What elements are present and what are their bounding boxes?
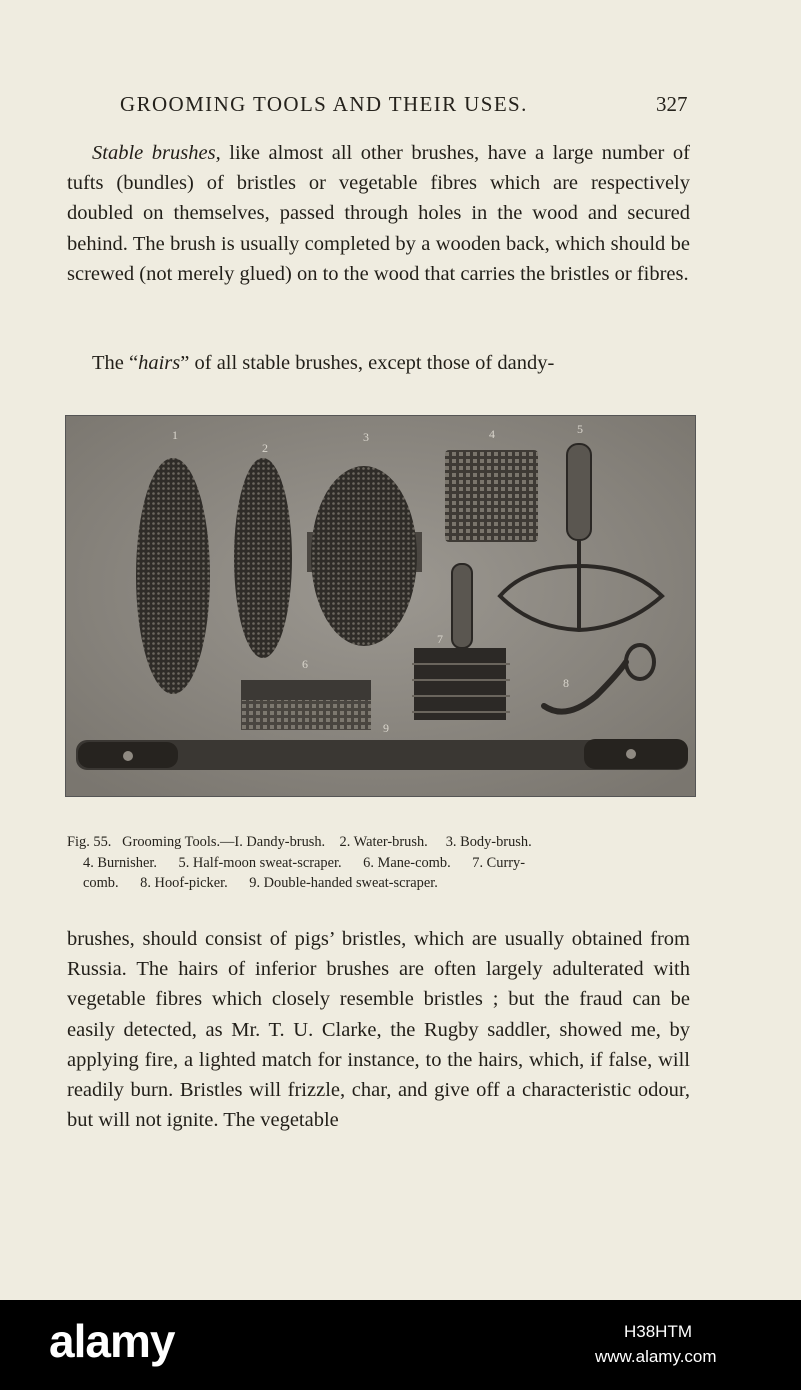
figure-label-4: 4 (489, 427, 495, 441)
paragraph-text: ” of all stable brushes, except those of dandy- (180, 352, 555, 374)
figure-label-8: 8 (563, 676, 569, 690)
dandy-brush (136, 458, 210, 694)
grooming-tools-illustration (66, 416, 695, 796)
figure-label-6: 6 (302, 657, 308, 671)
figure-label-3: 3 (363, 430, 369, 444)
figure-label-2: 2 (262, 441, 268, 455)
paragraph-stable-brushes (67, 138, 690, 289)
image-id: H38HTM (624, 1322, 693, 1341)
italic-term-stable-brushes: Stable brushes, (92, 142, 221, 164)
alamy-logo: alamy (49, 1315, 175, 1367)
mane-comb (241, 680, 371, 730)
figure-label-7: 7 (437, 632, 443, 646)
figure-grooming-tools-photo (65, 415, 696, 797)
double-handed-sweat-scraper (76, 739, 688, 770)
paragraph-hairs (67, 348, 690, 378)
running-title: GROOMING TOOLS AND THEIR USES. (120, 92, 528, 116)
caption-line: Fig. 55. Grooming Tools.—I. Dandy-brush. 2. Water-brush. 3. Body-brush. (67, 834, 532, 850)
caption-line: 4. Burnisher. 5. Half-moon sweat-scraper. 6. Mane-comb. 7. Curry- (83, 854, 526, 871)
paragraph-text: brushes, should consist of pigs’ bristles, which are usually obtained from Russia. The hairs of inferior brushes are often largely adulterated with vegetable fibres which closely resemble bristles ; but the fraud can be easily detected, as Mr. T. U. Clarke, the Rugby saddler, showed me, by applying fire, a lighted match for instance, to the hairs, which, if false, will readily burn. Bristles will frizzle, char, and give off a characteristic odour, but will not ignite. The vegetable (67, 928, 690, 1132)
caption-line: comb. 8. Hoof-picker. 9. Double-handed sweat-scraper. (83, 875, 438, 891)
figure-caption (67, 832, 692, 894)
footer-url: www.alamy.com (595, 1347, 717, 1366)
paragraph-bristles (67, 924, 690, 1135)
burnisher (445, 450, 538, 542)
figure-label-1: 1 (172, 428, 178, 442)
page-number: 327 (656, 92, 688, 116)
figure-label-9: 9 (383, 721, 389, 735)
open-quote: The “ (92, 352, 139, 374)
paragraph-text: like almost all other brushes, have a large number of tufts (bundles) of bristles or vegetable fibres which are respectively doubled on themselves, passed through holes in the wood and secured behind. The brush is usually completed by a wooden back, which should be screwed (not merely glued) on to the wood that carries the bristles or fibres. (67, 142, 690, 285)
italic-term-hairs: hairs (138, 352, 181, 374)
water-brush (234, 458, 292, 658)
running-head (0, 92, 801, 120)
figure-label-5: 5 (577, 422, 583, 436)
